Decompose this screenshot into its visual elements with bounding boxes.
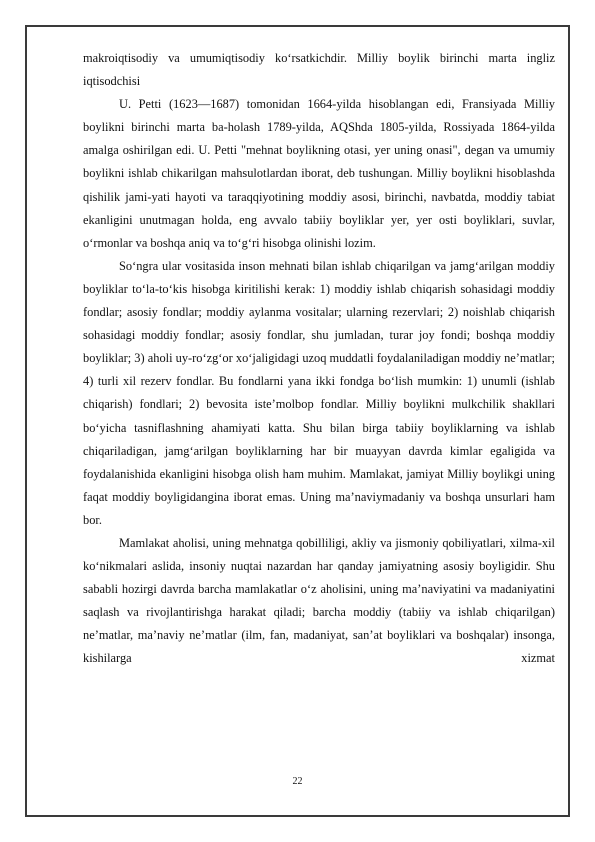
paragraph-1: makroiqtisodiy va umumiqtisodiy koʻrsatkichdir. Milliy boylik birinchi marta ingliz iqtisodchisi — [83, 51, 555, 89]
paragraph-4: Mamlakat aholisi, uning mehnatga qobilliligi, akliy va jismoniy qobiliyatlari, xilma-xil koʻnikmalari aslida, insoniy nuqtai nazardan har qanday jamiyatning asosiy boyligidir. Shu sababli hozirgi davrda barcha mamlakatlar oʻz aholisini, uning maʼnaviyatini va madaniyatini saqlash va rivojlantirishga harakat qiladi; barcha moddiy (tabiiy va ishlab chiqarilgan) neʼmatlar, maʼnaviy neʼmatlar (ilm, fan, madaniyat, sanʼat boyliklari va boshqalar) insonga, kishilarga xizmat — [83, 535, 555, 666]
body-text — [83, 47, 555, 671]
page-number: 22 — [292, 776, 303, 787]
paragraph-3: Soʻngra ular vositasida inson mehnati bilan ishlab chiqarilgan va jamgʻarilgan moddiy boyliklar toʻla-toʻkis hisobga kiritilishi kerak: 1) moddiy ishlab chiqarish sohasidagi moddiy fondlar; asosiy fondlar; moddiy aylanma vositalar; ularning rezervlari; 2) noishlab chiqarish sohasidagi moddiy fondlar; asosiy fondlar, shu jumladan, turar joy fondi; boshqa moddiy boyliklar; 3) aholi uy-roʻzgʻor xoʻjaligidagi uzoq muddatli foydalaniladigan moddiy neʼmatlar; 4) turli xil rezerv fondlar. Bu fondlarni yana ikki fondga boʻlish mumkin: 1) unumli (ishlab chiqarish) fondlari; 2) bevosita isteʼmolbop fondlar. Milliy boylikni mulkchilik shakllari boʻyicha tasniflashning ahamiyati katta. Shu bilan birga tabiiy boyliklarning va ishlab chiqariladigan, jamgʻarilgan boyliklarning har bir muayyan davrda kimlar egaligida va foydalanishida ekanligini hisobga olish ham muhim. Mamlakat, jamiyat Milliy boylikgi uning faqat moddiy boyligidangina iborat emas. Uning maʼnaviymadaniy va boshqa unsurlari ham bor. — [83, 258, 555, 527]
paragraph-2: U. Petti (1623—1687) tomonidan 1664-yilda hisoblangan edi, Fransiyada Milliy boylikni birinchi marta ba-holash 1789-yilda, AQShda 1805-yilda, Rossiyada 1864-yilda amalga oshirilgan edi. U. Petti "mehnat boylikning otasi, yer uning onasi", degan va umumiy boylikni ishlab chikarilgan mahsulotlardan iborat, deb tushungan. Milliy boylikni hisoblashda qishilik jami-yati hayoti va taraqqiyotining moddiy asosi, birinchi, navbatda, moddiy tabiat ekanligini unutmagan holda, eng avvalo tabiiy boyliklar yer, yer osti boyliklari, suvlar, oʻrmonlar va boshqa aniq va toʻgʻri hisobga olinishi lozim. — [83, 97, 555, 250]
